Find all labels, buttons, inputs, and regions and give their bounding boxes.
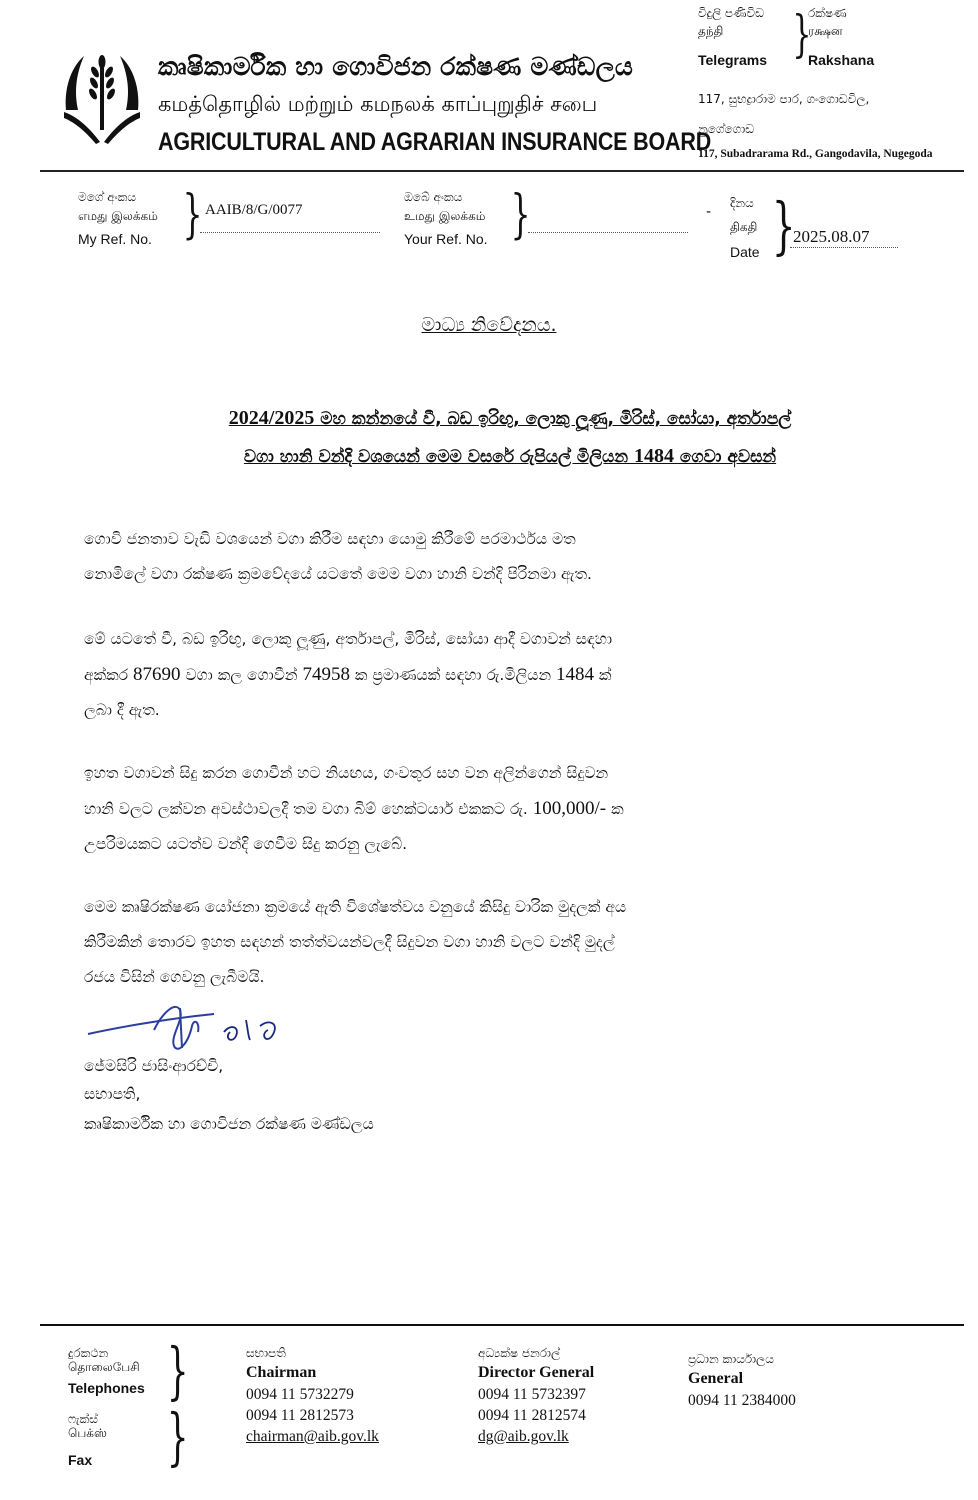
your-ref-label-si: ඔබේ අංකය [404,190,463,204]
paragraph-1 [84,522,894,592]
telegrams-brace: } [792,5,812,63]
signature-image [84,996,314,1058]
p2-line1: මේ යටතේ වී, බඩ ඉරිඟු, ලොකු ලූණු, අර්තාපල්, මිරිස්, සෝයා ආදී වගාවන් සඳහා [84,630,613,648]
my-ref-dotline [200,232,380,233]
signatory-title: සභාපති, [84,1085,141,1103]
chairman-email-link[interactable]: chairman@aib.gov.lk [246,1428,379,1445]
org-name-tamil: கமத்தொழில் மற்றும் கமநலக் காப்புறுதிச் சபை [158,92,598,116]
your-ref-dotline [528,232,688,233]
p1-line2: නොමිලේ වගා රක්ෂණ ක්‍රමවේදයේ යටතේ මෙම වගා හානි වන්දි පිරිනමා ඇත. [84,565,592,583]
p2-line2-b: වගා කල ගොවීන් [180,666,303,684]
general-tel: 0094 11 2384000 [688,1392,796,1409]
telegram-value-si: රක්ෂණ [808,6,847,20]
address-english: 117, Subadrarama Rd., Gangodavila, Nugegoda [698,148,933,160]
p3-line1: ඉහත වගාවන් සිදු කරන ගොවීන් හට නියඟය, ගංවතුර සහ වන අලින්ගෙන් සිදුවන [84,764,609,782]
signatory-org: කෘෂිකාර්මික හා ගොවිජන රක්ෂණ මණ්ඩලය [84,1115,374,1133]
p2-acres: 87690 [133,664,181,685]
p3-line2 [84,791,894,827]
chairman-label-en: Chairman [246,1364,317,1381]
org-name-sinhala: කෘෂිකාර්මික හා ගොවිජන රක්ෂණ මණ්ඩලය [158,52,634,81]
general-label-si: ප්‍රධාන කාර්යාලය [688,1352,774,1366]
dg-label-en: Director General [478,1364,595,1381]
p2-amount: 1484 [555,664,594,685]
aaib-logo [62,50,142,146]
telegrams-label-ta: தந்தி [698,24,724,38]
your-ref-brace: } [510,185,531,245]
my-ref-label-si: මගේ අංකය [78,190,137,204]
header-divider [40,170,964,172]
tel-label-ta: தொலைபேசி [68,1360,140,1374]
dg-tel: 0094 11 5732397 [478,1386,586,1403]
telegrams-label-si: විදුලි පණිවිඩ [698,6,765,20]
tel-label-si: දුරකථන [68,1346,109,1360]
footer-divider [40,1324,964,1326]
p4-line3: රජය විසින් ගෙවනු ලැබීමයි. [84,968,265,986]
date-dash: - [706,204,712,220]
dg-label-si: අධ්‍යක්ෂ ජනරාල් [478,1346,561,1360]
p2-line2 [84,657,894,693]
date-label-en: Date [730,244,760,260]
fax-label-ta: பெக்ஸ் [68,1426,107,1440]
telegrams-label-en: Telegrams [698,52,767,68]
tel-label-en: Telephones [68,1380,145,1396]
p3-line3: උපරිමයකට යටත්ව වන්දි ගෙවීම සිදු කරනු ලැබේ. [84,835,408,853]
telegram-value-ta: ரக்ஷன [808,24,843,38]
p4-line1: මෙම කෘෂිරක්ෂණ යෝජනා ක්‍රමයේ ඇති විශේෂත්වය වනුයේ කිසිදු වාරික මුදලක් අය [84,898,627,916]
p4-line2: කිරීමකින් තොරව ඉහත සඳහන් තත්ත්වයන්වලදී සිදුවන වගා හානි වලට වන්දි මුදල් [84,933,615,951]
date-brace: } [771,189,796,262]
org-name-english: AGRICULTURAL AND AGRARIAN INSURANCE BOARD [158,128,712,156]
headline-line2-a: වගා හානි වන්දි වශයෙන් මෙම වසරේ රුපියල් මිලියන [243,447,634,467]
fax-label-si: ෆැක්ස් [68,1412,98,1426]
p3-line2-a: හානි වලට ලක්වන අවස්ථාවලදී තම වගා බිම් හෙක්ටයාර් එකකට රු. [84,800,533,818]
p2-line3: ලබා දී ඇත. [84,701,160,719]
paragraph-2 [84,622,894,728]
chairman-label-si: සභාපති [246,1346,286,1360]
chairman-tel: 0094 11 5732279 [246,1386,354,1403]
date-dotline [790,247,898,248]
date-label-si: දිනය [730,196,754,210]
fax-brace: } [166,1400,189,1473]
telegram-value-en: Rakshana [808,52,875,68]
headline-line2-b: ගෙවා අවසන් [674,447,777,467]
p3-line2-b: ක [606,800,624,818]
general-label-en: General [688,1370,744,1387]
p2-line2-d: ක් [593,666,612,684]
dg-email-link[interactable]: dg@aib.gov.lk [478,1428,569,1445]
my-ref-label-ta: எமது இலக்கம் [78,209,158,223]
your-ref-label-en: Your Ref. No. [404,231,488,247]
paragraph-4 [84,890,894,995]
date-label-ta: திகதி [730,220,758,234]
your-ref-label-ta: உமது இலக்கம் [404,209,486,223]
date-value: 2025.08.07 [793,227,870,246]
my-ref-brace: } [182,185,203,245]
headline-line1-rest: මහ කන්නයේ වී, බඩ ඉරිඟු, ලොකු ලූණු, මිරිස්, සෝයා, අර්තාපල් [314,409,792,429]
dg-fax: 0094 11 2812574 [478,1407,586,1424]
p2-farmers: 74958 [302,664,350,685]
paragraph-3 [84,756,894,862]
p1-line1: ගොවි ජනතාව වැඩි වශයෙන් වගා කිරීම සඳහා යොමු කිරීමේ පරමාර්ථය මත [84,530,576,548]
address-si-line2: නුගේගොඩ [698,122,755,136]
fax-label-en: Fax [68,1452,93,1468]
document-title: මාධ්‍ය නිවේදනය. [421,314,557,336]
p2-line2-c: ක ප්‍රමාණයක් සඳහා රු.මිලියන [349,666,556,684]
headline-amount: 1484 [634,445,674,467]
p2-line2-a: අක්කර [84,666,134,684]
headline-year: 2024/2025 [228,407,315,429]
chairman-fax: 0094 11 2812573 [246,1407,354,1424]
tel-brace: } [166,1334,189,1407]
headline-line-2 [60,438,960,475]
signatory-name: ජේමසිරි ජාසිංආරච්චි, [84,1057,224,1075]
p3-amount: 100,000/- [532,798,607,819]
my-ref-value: AAIB/8/G/0077 [205,202,303,218]
my-ref-label-en: My Ref. No. [78,231,152,247]
address-si-line1: 117, සුභද්‍රාරාම පාර, ගංගොඩවිල, [698,92,870,106]
headline-line-1 [60,400,960,437]
